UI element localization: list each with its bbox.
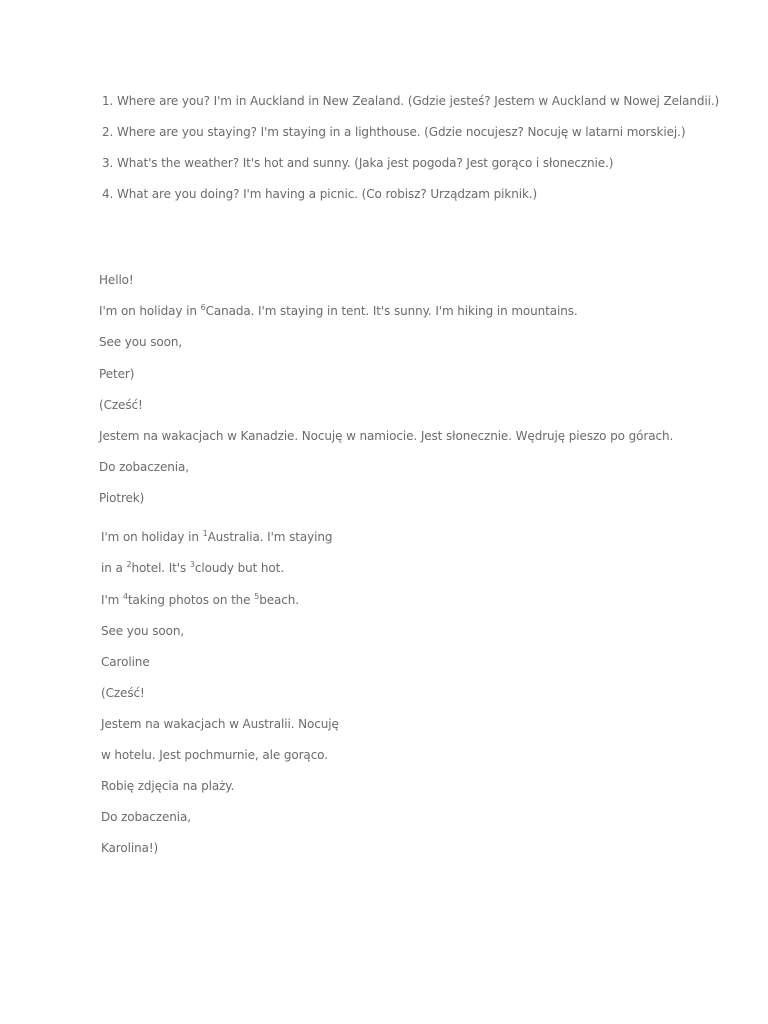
caroline-signature: Caroline [101,655,150,669]
caroline-closing: See you soon, [101,624,185,638]
text-span: beach. [259,593,299,607]
gap-number: 6 [200,303,206,312]
peter-pl-closing: Do zobaczenia, [99,460,189,474]
text-span: taking photos on the [127,593,255,607]
question-1: 1. Where are you? I'm in Auckland in New Zealand. (Gdzie jesteś? Jestem w Auckland w Nowej Zelandii.) [102,94,720,108]
peter-pl-body: Jestem na wakacjach w Kanadzie. Nocuję w namiocie. Jest słonecznie. Wędruję pieszo po górach. [99,429,674,443]
text-span: I'm [101,593,123,607]
caroline-pl-body-line-1: Jestem na wakacjach w Australii. Nocuję [101,717,339,731]
gap-number: 3 [189,560,195,569]
question-4: 4. What are you doing? I'm having a picnic. (Co robisz? Urządzam piknik.) [102,187,538,201]
caroline-body-line-2 [101,560,284,576]
text-span: I'm on holiday in [101,530,203,544]
caroline-pl-body-line-3: Robię zdjęcia na plaży. [101,779,235,793]
question-3: 3. What's the weather? It's hot and sunny. (Jaka jest pogoda? Jest gorąco i słonecznie.) [102,156,614,170]
peter-closing: See you soon, [99,335,183,349]
caroline-pl-signature: Karolina!) [101,841,159,855]
text-span: I'm on holiday in [99,304,201,318]
caroline-pl-closing: Do zobaczenia, [101,810,191,824]
text-span: Canada. I'm staying in tent. It's sunny. I'm hiking in mountains. [205,304,578,318]
text-span: in a [101,561,127,575]
gap-number: 2 [126,560,132,569]
question-2: 2. Where are you staying? I'm staying in a lighthouse. (Gdzie nocujesz? Nocuję w latarni morskiej.) [102,125,686,139]
peter-pl-signature: Piotrek) [99,491,145,505]
text-span: hotel. It's [131,561,190,575]
peter-body [99,303,578,319]
caroline-body-line-3 [101,592,299,608]
text-span: cloudy but hot. [194,561,284,575]
caroline-pl-greeting: (Cześć! [101,686,145,700]
gap-number: 5 [254,592,260,601]
caroline-pl-body-line-2: w hotelu. Jest pochmurnie, ale gorąco. [101,748,328,762]
gap-number: 1 [202,529,208,538]
text-span: Australia. I'm staying [207,530,333,544]
caroline-body-line-1 [101,529,332,545]
gap-number: 4 [122,592,128,601]
peter-signature: Peter) [99,367,135,381]
peter-greeting: Hello! [99,273,134,287]
peter-pl-greeting: (Cześć! [99,398,143,412]
